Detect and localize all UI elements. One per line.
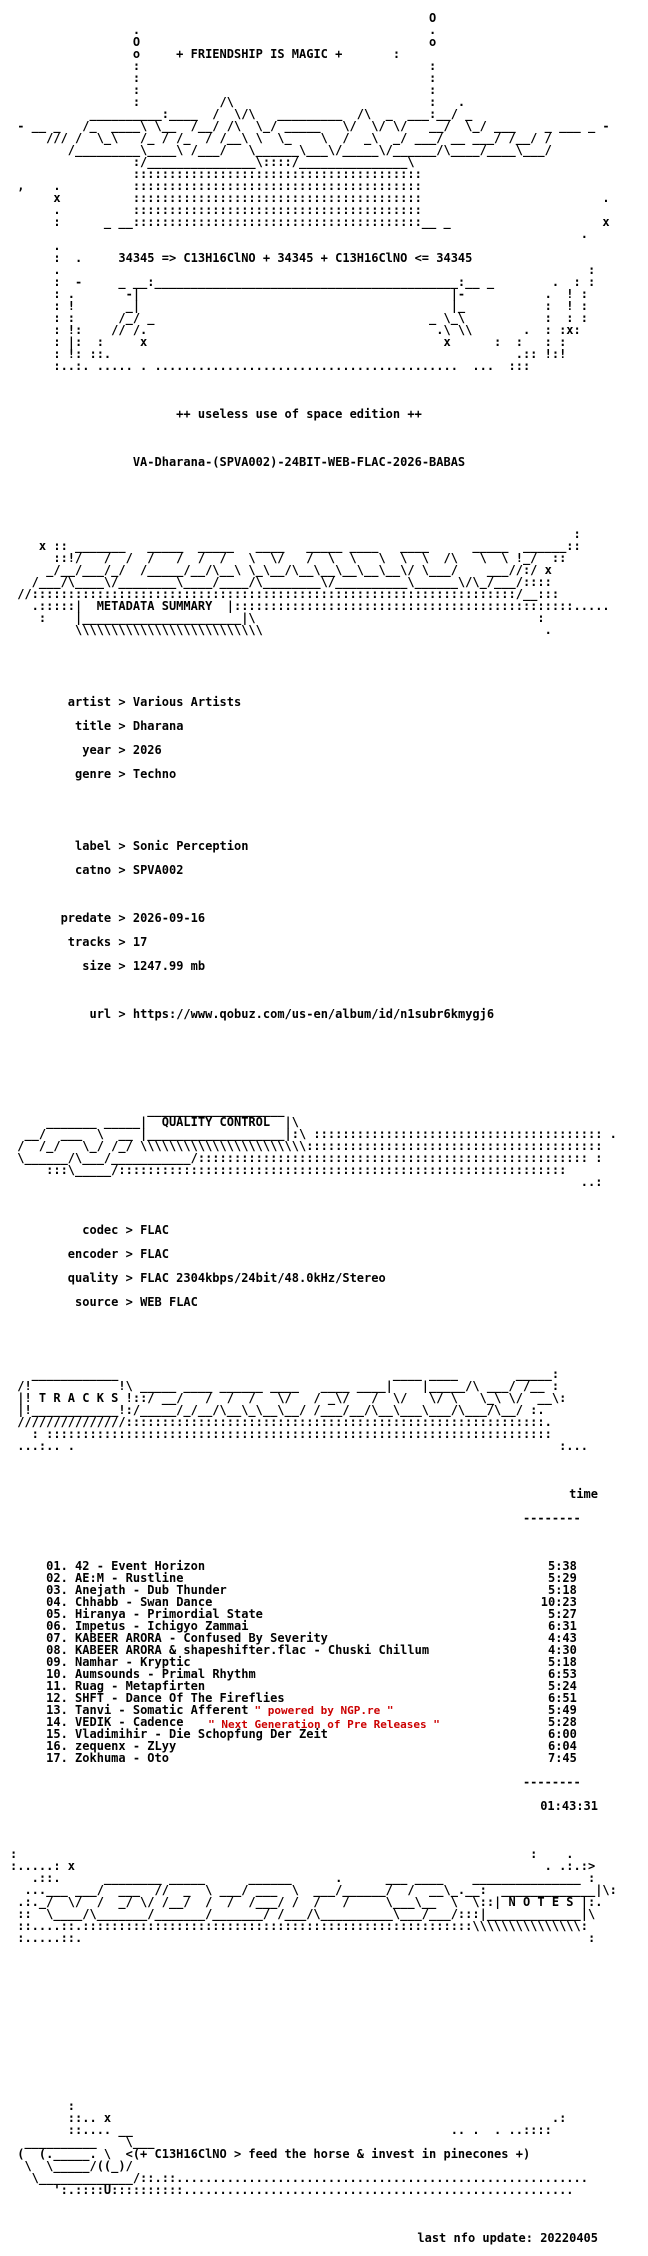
track-number: 10. [46,1667,68,1681]
metadata-row-tracks: tracks > 17 [67,935,148,949]
metadata-artist-value: Various Artists [132,695,242,709]
track-number: 13. [46,1703,68,1717]
track-name: Namhar - Kryptic [75,1655,191,1669]
last-update-line [10,2232,617,2244]
quality-codec-value: FLAC [140,1223,169,1237]
metadata-url-value[interactable]: https://www.qobuz.com/us-en/album/id/n1subr6kmygj6 [132,1007,495,1021]
track-name: SHFT - Dance Of The Fireflies [75,1691,285,1705]
release-name: VA-Dharana-(SPVA002)-24BIT-WEB-FLAC-2026-BABAS [132,455,466,469]
tracks-total-time: 01:43:31 [540,1799,598,1813]
metadata-tracks-value: 17 [132,935,148,949]
tracks-total-line [10,1800,617,1812]
footer-tagline: " Next Generation of Pre Releases " [208,1718,440,1731]
track-number: 06. [46,1619,68,1633]
track-name: Impetus - Ichigyo Zammai [75,1619,249,1633]
footer-site-link[interactable]: NGP.re [340,1704,381,1717]
track-name: Tanvi - Somatic Afferent [75,1703,249,1717]
metadata-genre-value: Techno [132,767,177,781]
metadata-row-title: title > Dharana [75,719,184,733]
metadata-row-year: year > 2026 [82,743,162,757]
track-time: 6:53 [547,1667,577,1681]
edition-line [10,408,617,420]
metadata-catno-value: SPVA002 [132,863,184,877]
quality-row-codec: codec > FLAC [82,1223,169,1237]
tracks-section-title: T R A C K S [38,1391,119,1405]
track-name: Vladimihir - Die Schopfung Der Zeit [75,1727,328,1741]
track-name: zequenx - ZLyy [75,1739,177,1753]
track-time: 5:29 [547,1571,577,1585]
last-update-label: last nfo update: [417,2231,533,2245]
tracks-time-header-line [10,1488,617,1500]
track-name: AE:M - Rustline [75,1571,184,1585]
track-number: 02. [46,1571,68,1585]
edition-label: ++ useless use of space edition ++ [176,407,422,421]
tracks-header-art: ____________ ____ ____ _____: /! !\ _____ ____ ______ ____ ____ ____| |_____/\ ___/ /__ : |! T R A C K S !::/ __/ / / / \/ / _\/ / \/ \/ \ \_\ \/ __\: |!____________!:/_____/_/__/\__\_\__\__/ /___/__/\__\___\___/\___/\__/ :. ///////////////::::::::::::::::::::::::::::::::::::::::::::::::::::::::::. : :::::::::::::::::::::::::::::::::::::::::::::::::::::::::::::::::::::: ...:.. . :... [17,1367,588,1453]
release-name-line [10,456,617,468]
footer-powered-by: " powered by NGP.re " [254,1704,394,1717]
track-time: 6:31 [547,1619,577,1633]
metadata-row-predate: predate > 2026-09-16 [60,911,206,925]
track-number: 03. [46,1583,68,1597]
notes-section-title: N O T E S [508,1895,574,1909]
notes-tagline: <(+ C13H16ClNO > feed the horse & invest in pinecones +) [125,2147,531,2161]
quality-source-value: WEB FLAC [140,1295,198,1309]
metadata-header-art: : x :: _______ _____ _____ ____ _____ ____ ____ _____ ______:: ::!/ / / / / / / \ \/ / \ \ \ \ \ /\ \ \ !_/ :: _/__/___/_/ /_____/__/\__\ \_\__/\__\__\__\__\__\/ \___/ ___//:/ x /___/\____\/________\____/____/\________\/__________\______\/\_/___/:::: //:::::::::::::::::::::::::::::::::::::::::::::::::::::::::::::::::::/__::: .:::::| METADATA SUMMARY |:::::::::::::::::::::::::::::::::::::::::::::::..... : |______________________|\ : \\\\\\\\\\\\\\\\\\\\\\\\\\ . [17,527,610,637]
nfo-document [10,0,617,2256]
track-time: 5:18 [547,1655,577,1669]
tracks-time-header: time [569,1487,598,1501]
track-name: KABEER ARORA - Confused By Severity [75,1631,328,1645]
banner-title: + FRIENDSHIP IS MAGIC + [176,47,343,61]
track-time: 10:23 [540,1595,577,1609]
track-number: 17. [46,1751,68,1765]
metadata-title-value: Dharana [132,719,184,733]
track-time: 5:27 [547,1607,577,1621]
metadata-row-genre: genre > Techno [75,767,177,781]
header-logo-art: O . . O o o + FRIENDSHIP IS MAGIC + : : : : : : : : /\ : . __________:____ / \/\ _________ /\ _ ___:__/ _ - __ _ /_ ____\ \__ /__/ /\ \_/ _____ \/ \/ \/ __/ \_/ ___ _ ___ _ - /// / \_\ /_ / /_ / /__\ \ \_ \ / _\ _/ ___/ __ ___/ /__/ / /_________\____\ /___/ \______\___\/_____\/______/\____/____\___/ :/_______________\::::/_______________\ :::::::::::::::::::::::::::::::::::::::: , . :::::::::::::::::::::::::::::::::::::::: x :::::::::::::::::::::::::::::::::::::::: . . :::::::::::::::::::::::::::::::::::::::: : _ __::::::::::::::::::::::::::::::::::::::::__ _ x . . : . 34345 => C13H16ClNO + 34345 + C13H16ClNO <= 34345 . : : - _ __:__________________________________________:__ _ . : : : . -| |- . ! : : ! _| |_ : ! : : : /_/ _ _ \_\ : : : : !: // /. .\ \\ . : :x: : |: : x x : : : : : !: ::. .:: !:! :..:. ..... . .......................................... ... ::: [17,11,610,373]
track-time: 5:18 [547,1583,577,1597]
quality-section-title: QUALITY CONTROL [161,1115,271,1129]
track-time: 5:24 [547,1679,577,1693]
track-list [10,1560,617,1764]
quality-encoder-value: FLAC [140,1247,169,1261]
track-time: 4:30 [547,1643,577,1657]
track-number: 05. [46,1607,68,1621]
track-number: 09. [46,1655,68,1669]
metadata-section-title: METADATA SUMMARY [96,599,213,613]
track-number: 01. [46,1559,68,1573]
footer [0,1704,648,1732]
track-number: 04. [46,1595,68,1609]
track-name: Chhabb - Swan Dance [75,1595,213,1609]
track-name: Aumsounds - Primal Rhythm [75,1667,256,1681]
track-time: 7:45 [547,1751,577,1765]
metadata-row-url: url > https://www.qobuz.com/us-en/album/id/n1subr6kmygj6 [89,1007,495,1021]
track-number: 08. [46,1643,68,1657]
metadata-predate-value: 2026-09-16 [132,911,206,925]
track-number: 14. [46,1715,68,1729]
track-name: Hiranya - Primordial State [75,1607,263,1621]
quality-row-source: source > WEB FLAC [75,1295,198,1309]
tracks-time-rule: -------- [10,1511,581,1525]
last-update-value: 20220405 [540,2231,598,2245]
track-number: 12. [46,1691,68,1705]
track-time: 5:38 [547,1559,577,1573]
track-time: 6:00 [547,1727,577,1741]
track-name: Anejath - Dub Thunder [75,1583,227,1597]
quality-row-encoder: encoder > FLAC [67,1247,169,1261]
metadata-year-value: 2026 [132,743,162,757]
track-name: Zokhuma - Oto [75,1751,169,1765]
track-number: 15. [46,1727,68,1741]
track-time: 4:43 [547,1631,577,1645]
formula: 34345 => C13H16ClNO + 34345 + C13H16ClNO <= 34345 [118,251,473,265]
track-time: 5:49 [547,1703,577,1717]
metadata-size-value: 1247.99 mb [132,959,206,973]
tagline-art: : ::.. x .: ::.... __ .. . . ..:::: __________ \___ ( (._____. \ <(+ C13H16ClNO > feed the horse & invest in pinecones +) \ \_____/((_)/ \_____________/::.::......................................................... ':.::::U::::::::::...................................................... [17,2099,588,2197]
notes-header-art: : : . :.....: x . .:.:> .::. ________ _____ ______ . ___ ____ _______________ : ...___ ___/ ___ // _ \ ___/ ___ \ ___/______/ / __\_.__: _____________|\: .:._/ \/ / _/ \/ /__/ / / /___/ / / / \___\__ \ \::| N O T E S |:. :: \____/\_______/_______/_______/ /___/\__________\___/___/:::|_____________|\ ::....::.::::::::::::::::::::::::::::::::::::::::::::::::::::::\\\\\\\\\\\\\\\: :.....::. : [10,1847,617,1945]
track-number: 16. [46,1739,68,1753]
quality-header-art: ___________________ _______ _____| QUALITY CONTROL |\ __/ ___ \ __ |___________________|:\ :::::::::::::::::::::::::::::::::::::::: . / /_/ \_/ /_/ \\\\\\\\\\\\\\\\\\\\\\\::::::::::::::::::::::::::::::::::::::::: \______/\___/___________/:::::::::::::::::::::::::::::::::::::::::::::::::::::: : :::\_____/:::::::::::::::::::::::::::::::::::::::::::::::::::::::::::::: ..: [17,1103,617,1189]
track-number: 07. [46,1631,68,1645]
track-name: KABEER ARORA & shapeshifter.flac - Chuski Chillum [75,1643,430,1657]
quality-row-quality: quality > FLAC 2304kbps/24bit/48.0kHz/Stereo [67,1271,386,1285]
quality-quality-value: FLAC 2304kbps/24bit/48.0kHz/Stereo [140,1271,386,1285]
tracks-total-rule: -------- [10,1775,581,1789]
metadata-row-label: label > Sonic Perception [75,839,249,853]
track-time: 6:51 [547,1691,577,1705]
metadata-row-catno: catno > SPVA002 [75,863,184,877]
track-name: VEDIK - Cadence [75,1715,184,1729]
track-number: 11. [46,1679,68,1693]
metadata-row-artist: artist > Various Artists [67,695,242,709]
metadata-label-value: Sonic Perception [132,839,249,853]
track-name: 42 - Event Horizon [75,1559,206,1573]
track-row [10,1752,617,1764]
metadata-row-size: size > 1247.99 mb [82,959,206,973]
track-time: 6:04 [547,1739,577,1753]
track-time: 5:28 [547,1715,577,1729]
track-name: Ruag - Metapfirten [75,1679,206,1693]
